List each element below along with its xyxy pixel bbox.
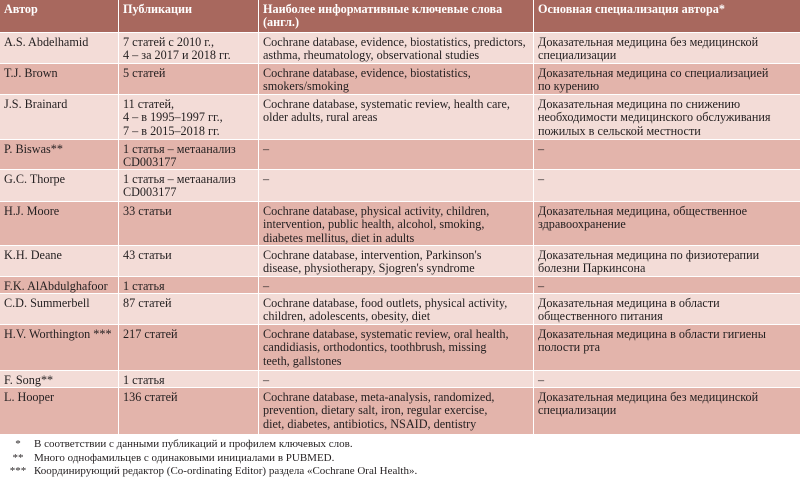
publications-cell: 7 статей с 2010 г., 4 – за 2017 и 2018 гг. <box>118 33 258 64</box>
footnotes <box>0 438 800 479</box>
author-cell: K.H. Deane <box>4 248 62 262</box>
table-row <box>0 94 800 140</box>
table-row <box>0 139 800 170</box>
keywords-cell: – <box>258 371 533 388</box>
specialization-cell: Доказательная медицина, общественное здравоохранение <box>533 202 800 246</box>
table-row <box>0 201 800 246</box>
header-keywords: Наиболее информативные ключевые слова (англ.) <box>258 0 533 32</box>
publications-cell: 43 статьи <box>118 246 258 277</box>
footnote-mark: * <box>15 438 21 450</box>
table-row <box>0 324 800 371</box>
specialization-cell: – <box>533 277 800 294</box>
specialization-cell: – <box>533 140 800 170</box>
author-cell: J.S. Brainard <box>4 97 68 111</box>
keywords-cell: Cochrane database, intervention, Parkinson's disease, physiotherapy, Sjogren's syndrome <box>258 246 533 277</box>
keywords-cell: Cochrane database, systematic review, oral health, candidiasis, orthodontics, toothbrush, missing teeth, gallstones <box>258 325 533 371</box>
specialization-cell: Доказательная медицина по физиотерапии болезни Паркинсона <box>533 246 800 277</box>
specialization-cell: Доказательная медицина в области гигиены полости рта <box>533 325 800 371</box>
specialization-cell: – <box>533 170 800 202</box>
publications-cell: 136 статей <box>118 388 258 434</box>
author-cell: C.D. Summerbell <box>4 296 90 310</box>
footnote-text: В соответствии с данными публикаций и профилем ключевых слов. <box>34 438 353 450</box>
table-row <box>0 169 800 202</box>
keywords-cell: Cochrane database, evidence, biostatistics, predictors, asthma, rheumatology, observational studies <box>258 33 533 64</box>
author-cell: H.V. Worthington *** <box>4 327 112 341</box>
table-header <box>0 0 800 32</box>
keywords-cell: Cochrane database, meta-analysis, randomized, prevention, dietary salt, iron, regular exercise, diet, diabetes, antibiotics, NSAID, dentistry <box>258 388 533 434</box>
keywords-cell: Cochrane database, evidence, biostatistics, smokers/smoking <box>258 64 533 95</box>
footnote <box>0 465 800 479</box>
author-cell: F.K. AlAbdulghafoor <box>4 279 108 293</box>
table-row <box>0 370 800 388</box>
author-cell: G.C. Thorpe <box>4 172 66 186</box>
specialization-cell: – <box>533 371 800 388</box>
author-cell: A.S. Abdelhamid <box>4 35 89 49</box>
keywords-cell: – <box>258 170 533 202</box>
header-specialization: Основная специализация автора* <box>533 0 800 32</box>
specialization-cell: Доказательная медицина без медицинской специализации <box>533 33 800 64</box>
author-cell: H.J. Moore <box>4 204 60 218</box>
footnote-text: Много однофамильцев с одинаковыми инициалами в PUBMED. <box>34 451 335 464</box>
publications-cell: 217 статей <box>118 325 258 371</box>
table-row <box>0 63 800 95</box>
table-row <box>0 293 800 325</box>
publications-cell: 87 статей <box>118 294 258 325</box>
keywords-cell: Cochrane database, food outlets, physical activity, children, adolescents, obesity, diet <box>258 294 533 325</box>
specialization-cell: Доказательная медицина по снижению необходимости медицинского обслуживания пожилых в сельской местности <box>533 95 800 140</box>
table-row <box>0 32 800 64</box>
keywords-cell: Cochrane database, physical activity, children, intervention, public health, alcohol, smoking, diabetes mellitus, diet in adults <box>258 202 533 246</box>
header-author: Автор <box>4 2 38 16</box>
footnote-text: Координирующий редактор (Co-ordinating Editor) раздела «Cochrane Oral Health». <box>34 465 418 478</box>
keywords-cell: – <box>258 277 533 294</box>
publications-cell: 33 статьи <box>118 202 258 246</box>
footnote-mark: *** <box>9 465 27 478</box>
publications-cell: 5 статей <box>118 64 258 95</box>
publications-cell: 1 статья <box>118 371 258 388</box>
author-cell: F. Song** <box>4 373 54 387</box>
keywords-cell: Cochrane database, systematic review, health care, older adults, rural areas <box>258 95 533 140</box>
publications-cell: 1 статья – метаанализ CD003177 <box>118 140 258 170</box>
author-cell: P. Biswas** <box>4 142 63 156</box>
footnote <box>0 438 800 452</box>
table-row <box>0 276 800 294</box>
table-row <box>0 387 800 434</box>
specialization-cell: Доказательная медицина со специализацией по курению <box>533 64 800 95</box>
author-cell: L. Hooper <box>4 390 55 404</box>
specialization-cell: Доказательная медицина без медицинской специализации <box>533 388 800 434</box>
footnote-mark: ** <box>12 451 24 464</box>
keywords-cell: – <box>258 140 533 170</box>
footnote <box>0 452 800 466</box>
author-cell: T.J. Brown <box>4 66 58 80</box>
publications-cell: 1 статья <box>118 277 258 294</box>
specialization-cell: Доказательная медицина в области общественного питания <box>533 294 800 325</box>
publications-cell: 1 статья – метаанализ CD003177 <box>118 170 258 202</box>
publications-cell: 11 статей, 4 – в 1995–1997 гг., 7 – в 2015–2018 гг. <box>118 95 258 140</box>
header-publications: Публикации <box>118 0 258 32</box>
table-row <box>0 245 800 277</box>
